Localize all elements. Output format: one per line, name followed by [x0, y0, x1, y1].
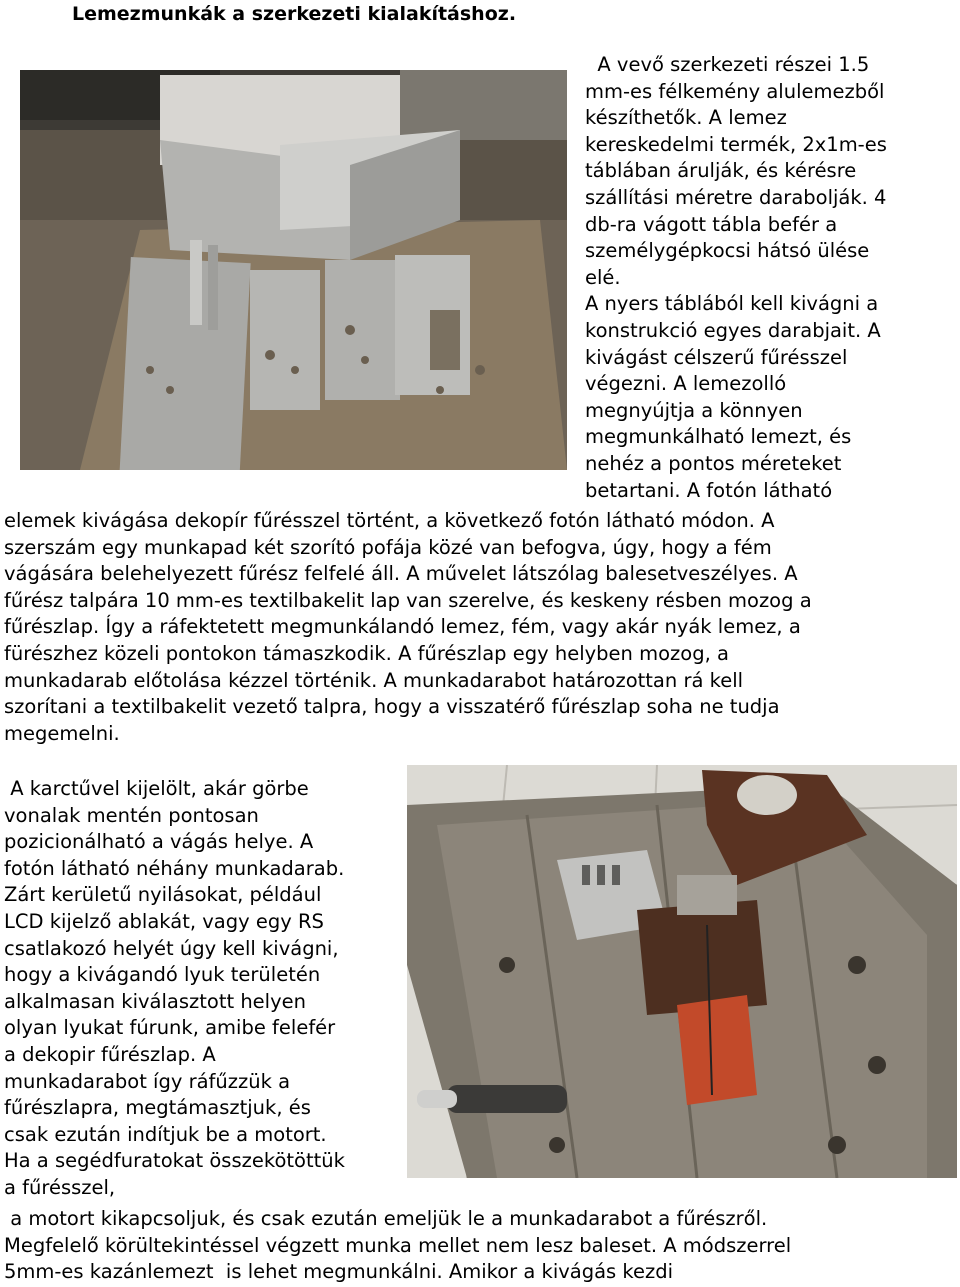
photo-aluminium-parts	[20, 70, 567, 470]
text-line: táblában árulják, és kérésre	[585, 159, 857, 183]
text-line: kivágást célszerű fűrésszel	[585, 345, 848, 369]
text-line: Ha a segédfuratokat összekötöttük	[4, 1149, 345, 1173]
text-line: szerszám egy munkapad két szorító pofája közé van befogva, úgy, hogy a fém	[4, 535, 772, 559]
text-line: fürészhez közeli pontokon támaszkodik. A fűrészlap egy helyben mozog, a	[4, 641, 729, 665]
text-line: készíthetők. A lemez	[585, 106, 787, 130]
text-line: A karctűvel kijelölt, akár görbe	[4, 777, 309, 800]
text-line: csak ezután indítjuk be a motort.	[4, 1122, 327, 1146]
text-line: munkadarab előtolása kézzel történik. A munkadarabot határozottan rá kell	[4, 668, 744, 692]
text-line: A nyers táblából kell kivágni a	[585, 292, 879, 316]
text-line: fűrészlapra, megtámasztjuk, és	[4, 1096, 311, 1120]
text-line: hogy a kivágandó lyuk területén	[4, 963, 321, 987]
text-line: elemek kivágása dekopír fűrésszel történt, a következő fotón látható módon. A	[4, 509, 775, 532]
text-line: LCD kijelző ablakát, vagy egy RS	[4, 909, 324, 933]
right-paragraph	[585, 52, 887, 504]
text-line: munkadarabot így ráfűzzük a	[4, 1069, 291, 1093]
text-line: alkalmasan kiválasztott helyen	[4, 989, 306, 1013]
text-line: Zárt kerületű nyilásokat, például	[4, 883, 322, 907]
photo-scroll-saw	[407, 765, 957, 1178]
text-line: végezni. A lemezolló	[585, 372, 787, 396]
text-line: nehéz a pontos méreteket	[585, 451, 842, 475]
text-line: konstrukció egyes darabjait. A	[585, 318, 881, 342]
text-line: megemelni.	[4, 721, 120, 745]
text-line: 5mm-es kazánlemezt is lehet megmunkálni. Amikor a kivágás kezdi	[4, 1260, 674, 1284]
left-paragraph	[4, 776, 345, 1202]
full-width-paragraph	[4, 508, 812, 747]
text-line: kereskedelmi termék, 2x1m-es	[585, 132, 887, 156]
text-line: a motort kikapcsoljuk, és csak ezután emeljük le a munkadarabot a fűrészről.	[4, 1207, 768, 1230]
page-title: Lemezmunkák a szerkezeti kialakításhoz.	[72, 3, 517, 25]
text-line: Megfelelő körültekintéssel végzett munka mellet nem lesz baleset. A módszerrel	[4, 1233, 792, 1257]
text-line: betartani. A fotón látható	[585, 478, 833, 502]
text-line: személygépkocsi hátsó ülése	[585, 239, 870, 263]
text-line: megnyújtja a könnyen	[585, 398, 803, 422]
text-line: pozicionálható a vágás helye. A	[4, 830, 314, 854]
text-line: fotón látható néhány munkadarab.	[4, 856, 345, 880]
bottom-paragraph	[4, 1206, 791, 1286]
text-line: olyan lyukat fúrunk, amibe felefér	[4, 1016, 336, 1040]
text-line: szállítási méretre darabolják. 4	[585, 185, 887, 209]
text-line: csatlakozó helyét úgy kell kivágni,	[4, 936, 339, 960]
text-line: vonalak mentén pontosan	[4, 803, 259, 827]
text-line: fűrészlap. Így a ráfektetett megmunkálandó lemez, fém, vagy akár nyák lemez, a	[4, 615, 801, 639]
text-line: a dekopir fűrészlap. A	[4, 1042, 216, 1066]
text-line: megmunkálható lemezt, és	[585, 425, 852, 449]
text-line: vágására belehelyezett fűrész felfelé áll. A művelet látszólag balesetveszélyes. A	[4, 562, 798, 586]
text-line: db-ra vágott tábla befér a	[585, 212, 838, 236]
text-line: A vevő szerkezeti részei 1.5	[585, 53, 870, 76]
text-line: a fűrésszel,	[4, 1175, 116, 1199]
text-line: elé.	[585, 265, 621, 289]
text-line: fűrész talpára 10 mm-es textilbakelit lap van szerelve, és keskeny résben mozog a	[4, 588, 812, 612]
text-line: mm-es félkemény alulemezből	[585, 79, 885, 103]
text-line: szorítani a textilbakelit vezető talpra, hogy a visszatérő fűrészlap soha ne tudja	[4, 695, 780, 719]
